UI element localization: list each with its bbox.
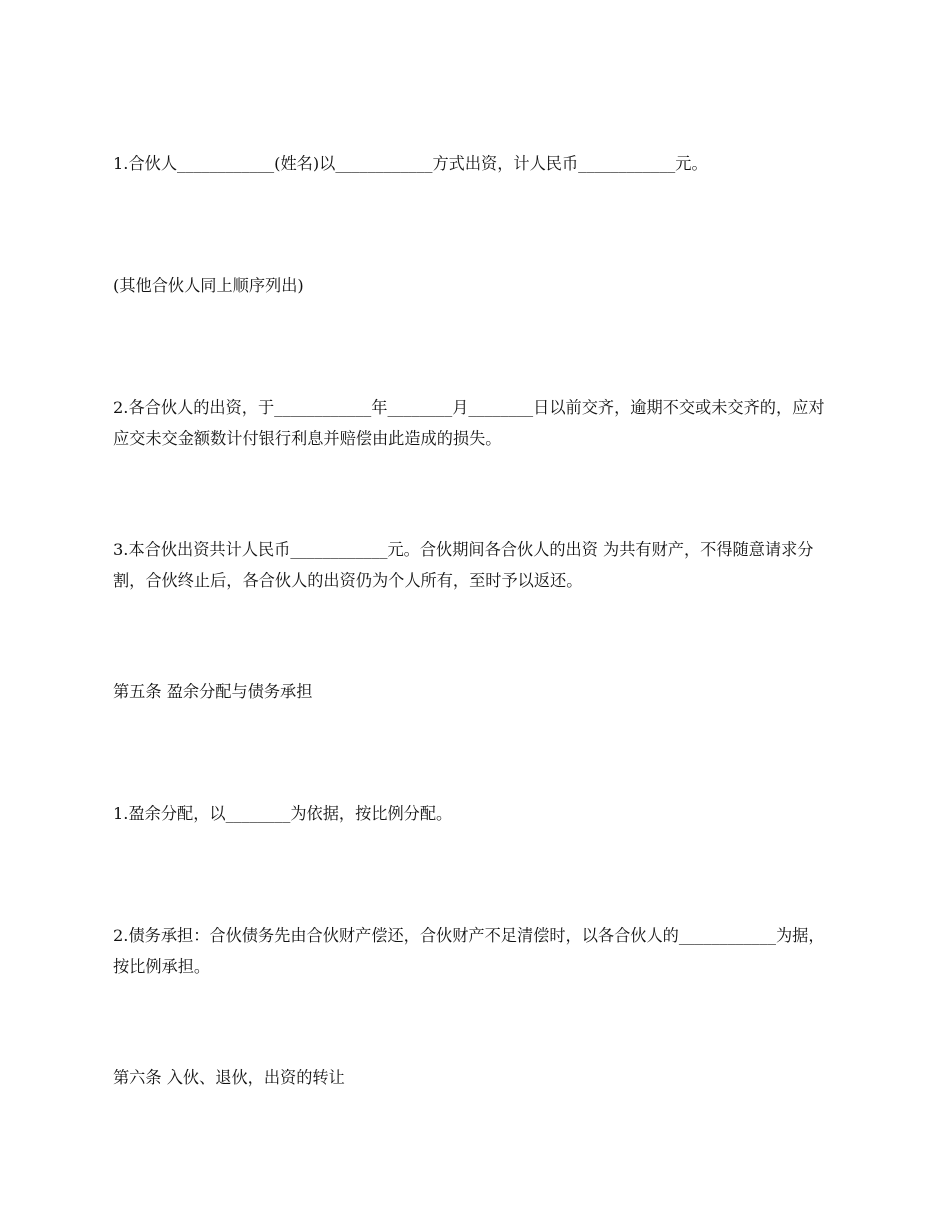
article-5-heading: 第五条 盈余分配与债务承担 (113, 682, 313, 701)
contribution-clause-1: 1.合伙人____________(姓名)以____________方式出资，计人民币____________元。 (113, 154, 708, 173)
debt-liability-clause: 2.债务承担：合伙债务先由合伙财产偿还，合伙财产不足清偿时，以各合伙人的____________为据，按比例承担。 (113, 926, 825, 976)
contribution-clause-3: 3.本合伙出资共计人民币____________元。合伙期间各合伙人的出资 为共有财产，不得随意请求分割，合伙终止后，各合伙人的出资仍为个人所有，至时予以返还。 (113, 540, 814, 590)
article-6-heading: 第六条 入伙、退伙，出资的转让 (113, 1068, 345, 1087)
contribution-clause-2: 2.各合伙人的出资，于____________年________月________日以前交齐，逾期不交或未交齐的，应对应交未交金额数计付银行利息并赔偿由此造成的损失。 (113, 398, 825, 448)
other-partners-note: (其他合伙人同上顺序列出) (113, 276, 304, 295)
profit-distribution-clause: 1.盈余分配，以________为依据，按比例分配。 (113, 804, 453, 823)
